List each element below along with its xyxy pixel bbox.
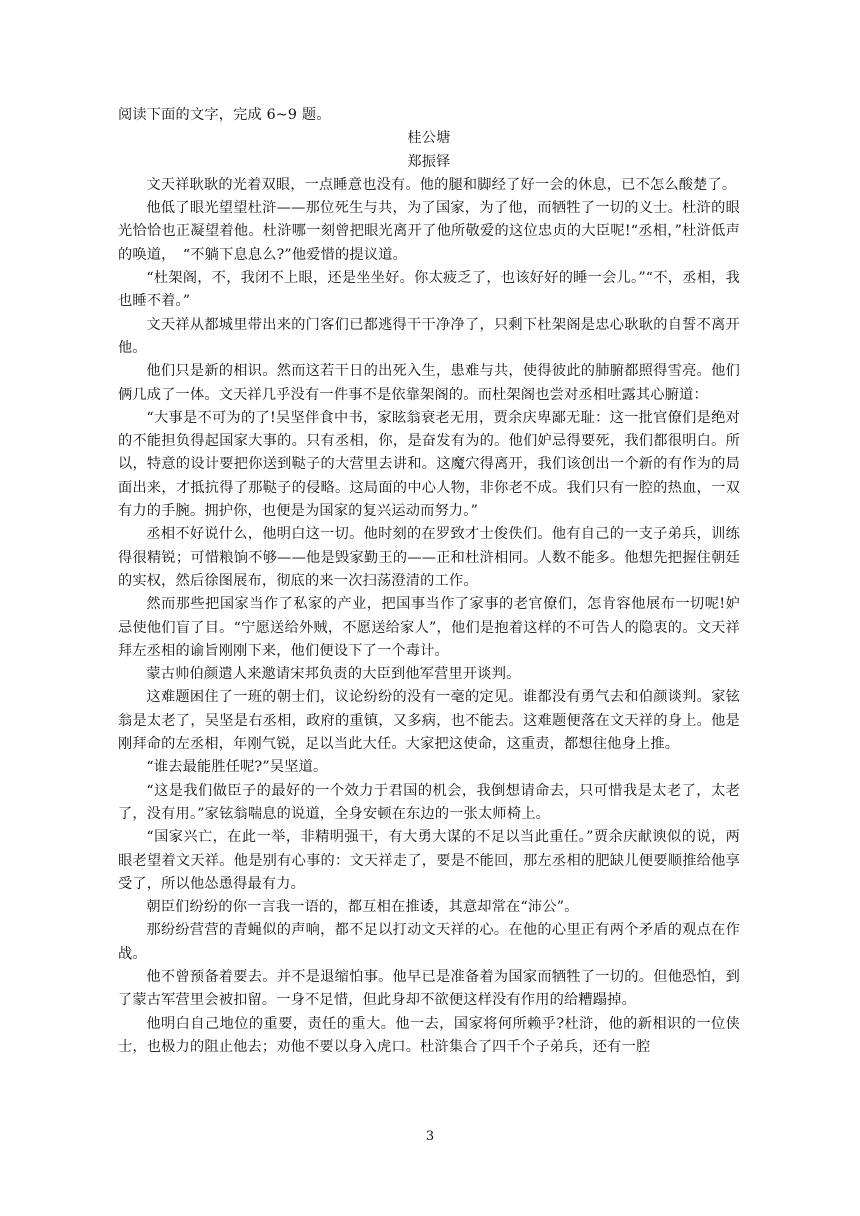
paragraph: 丞相不好说什么，他明白这一切。他时刻的在罗致才士俊佚们。他有自己的一支子弟兵，训练得很精锐；可惜粮饷不够——他是毁家勤王的——正和杜浒相同。人数不能多。他想先把握住朝廷的实权，然后徐图展布，彻底的来一次扫荡澄清的工作。 (118, 526, 740, 589)
paragraph: 那纷纷营营的青蝇似的声响，都不足以打动文天祥的心。在他的心里正有两个矛盾的观点在作战。 (118, 922, 740, 962)
paragraph: 然而那些把国家当作了私家的产业，把国事当作了家事的老官僚们，怎肯容他展布一切呢!妒忌使他们盲了目。“宁愿送给外贼，不愿送给家人”，他们是抱着这样的不可告人的隐衷的。文天祥拜左丞相的谕旨刚刚下来，他们便设下了一个毒计。 (118, 596, 740, 659)
article-body (118, 104, 740, 1059)
paragraph: “谁去最能胜任呢?”吴坚道。 (146, 759, 328, 776)
paragraph: 他不曾预备着要去。并不是退缩怕事。他早已是准备着为国家而牺牲了一切的。但他恐怕，到了蒙古军营里会被扣留。一身不足惜，但此身却不欲便这样没有作用的给糟蹋掉。 (118, 968, 740, 1009)
article-title: 桂公塘 (407, 130, 451, 147)
paragraph: 文天祥从都城里带出来的门客们已都逃得干干净净了，只剩下杜架阁是忠心耿耿的自誓不离开他。 (118, 316, 740, 356)
page-number: 3 (425, 1129, 435, 1144)
paragraph: 朝臣们纷纷的你一言我一语的，都互相在推诿，其意却常在“沛公”。 (146, 899, 579, 916)
paragraph: “杜架阁，不，我闭不上眼，还是坐坐好。你太疲乏了，也该好好的睡一会儿。”“不，丞相，我也睡不着。” (118, 270, 740, 310)
article-author: 郑振铎 (407, 153, 451, 170)
paragraph: “大事是不可为的了!吴坚伴食中书，家眩翁衰老无用，贾余庆卑鄙无耻：这一批官僚们是绝对的不能担负得起国家大事的。只有丞相，你，是奋发有为的。他们妒忌得要死，我们都很明白。所以，特意的设计要把你送到鞑子的大营里去讲和。这魔穴得离开，我们该创出一个新的有作为的局面出来，才抵抗得了那鞑子的侵略。这局面的中心人物，非你老不成。我们只有一腔的热血，一双有力的手腕。拥护你，也便是为国家的复兴运动而努力。” (118, 409, 740, 520)
paragraph: 蒙古帅伯颜遣人来邀请宋邦负责的大臣到他军营里开谈判。 (146, 666, 521, 683)
paragraph: 他明白自己地位的重要，责任的重大。他一去，国家将何所赖乎?杜浒，他的新相识的一位侠士，也极力的阻止他去；劝他不要以身入虎口。杜浒集合了四千个子弟兵，还有一腔 (118, 1015, 740, 1055)
question-instruction: 阅读下面的文字，完成 6~9 题。 (118, 107, 331, 123)
paragraph: 文天祥耿耿的光着双眼，一点睡意也没有。他的腿和脚经了好一会的休息，已不怎么酸楚了。 (146, 176, 737, 193)
paragraph: 这难题困住了一班的朝士们，议论纷纷的没有一毫的定见。谁都没有勇气去和伯颜谈判。家铉翁是太老了，吴坚是右丞相，政府的重镇，又多病，也不能去。这难题便落在文天祥的身上。他是刚拜命的左丞相，年刚气锐，足以当此大任。大家把这使命，这重责，都想往他身上推。 (118, 689, 740, 753)
paragraph: 他低了眼光望望杜浒——那位死生与共，为了国家，为了他，而牺牲了一切的义士。杜浒的眼光恰恰也正凝望着他。杜浒哪一刻曾把眼光离开了他所敬爱的这位忠贞的大臣呢!“丞相，”杜浒低声的唤道， “不躺下息息么?”他爱惜的提议道。 (118, 200, 740, 263)
paragraph: 他们只是新的相识。然而这若干日的出死入生，患难与共，使得彼此的肺腑都照得雪亮。他们俩几成了一体。文天祥几乎没有一件事不是依靠架阁的。而杜架阁也尝对丞相吐露其心腑道： (118, 363, 740, 403)
paragraph: “这是我们做臣子的最好的一个效力于君国的机会，我倒想请命去，只可惜我是太老了，太老了，没有用。”家铉翁喘息的说道，全身安顿在东边的一张太师椅上。 (118, 782, 740, 822)
paragraph: “国家兴亡，在此一举，非精明强干，有大勇大谋的不足以当此重任。”贾余庆献谀似的说，两眼老望着文天祥。他是别有心事的：文天祥走了，要是不能回，那左丞相的肥缺儿便要顺推给他享受了，所以他怂恿得最有力。 (118, 829, 740, 892)
